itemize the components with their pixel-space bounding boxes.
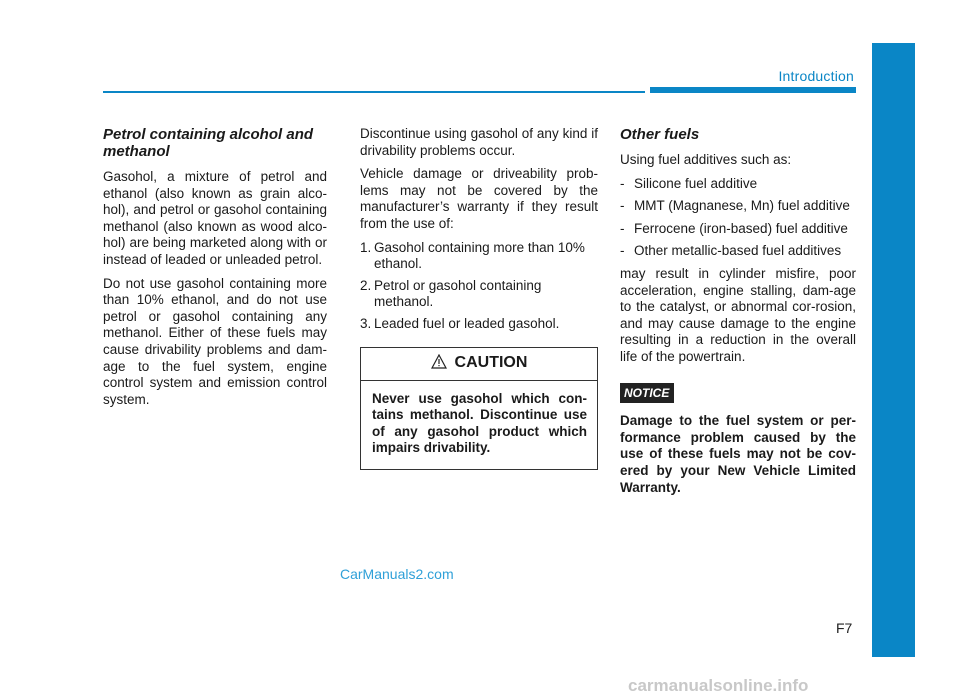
list-text: Silicone fuel additive	[634, 175, 758, 191]
list-item	[360, 316, 598, 333]
column-2	[360, 126, 598, 470]
section-title: Introduction	[778, 68, 854, 84]
list-item: - Ferrocene (iron-based) fuel additive	[620, 220, 848, 236]
header-rule-thick	[650, 87, 856, 93]
list-item: - Other metallic-based fuel additives	[620, 243, 842, 259]
paragraph: Vehicle damage or driveability prob-lems may not be covered by the manufacturer’s warranty if they result from the use of:	[360, 166, 598, 231]
caution-text: Never use gasohol which con-tains methanol. Discontinue use of any gasohol product which impairs drivability.	[372, 390, 587, 456]
list-item: - Silicone fuel additive	[620, 175, 758, 191]
footer-site-watermark: carmanualsonline.info	[628, 676, 809, 695]
list-text: Other metallic-based fuel additives	[634, 243, 842, 259]
list-text: Leaded fuel or leaded gasohol.	[374, 315, 560, 331]
list-text: Petrol or gasohol containing methanol.	[374, 277, 542, 310]
list-number: 3.	[360, 315, 372, 331]
paragraph: Do not use gasohol containing more than 10% ethanol, and do not use petrol or gasohol containing any methanol. Either of these fuels may cause drivability problems and dam-age to the fuel system, engine control system and emission control system.	[103, 275, 327, 407]
caution-title: CAUTION	[454, 354, 528, 372]
list-number: 2.	[360, 277, 372, 293]
list-item	[360, 278, 598, 311]
list-item: - MMT (Magnanese, Mn) fuel additive	[620, 198, 850, 214]
column-3	[620, 126, 856, 496]
warning-triangle-icon	[431, 354, 447, 374]
page-number: F7	[836, 620, 853, 636]
watermark: CarManuals2.com	[340, 566, 454, 582]
heading-petrol-alcohol: Petrol containing alcohol and methanol	[103, 126, 314, 160]
list-item	[360, 240, 598, 273]
paragraph: may result in cylinder misfire, poor acceleration, engine stalling, dam-age to the catalyst, or abnormal cor-rosion, and may cause damage to the engine resulting in a reduction in the overall life of the powertrain.	[620, 265, 856, 364]
notice-text: Damage to the fuel system or per-formance problem caused by the use of these fuels may not be cov-ered by your New Vehicle Limited Warranty.	[620, 413, 856, 495]
header-rule-thin	[103, 91, 645, 93]
list-text: Ferrocene (iron-based) fuel additive	[634, 220, 848, 236]
paragraph: Discontinue using gasohol of any kind if drivability problems occur.	[360, 126, 598, 158]
paragraph: Gasohol, a mixture of petrol and ethanol (also known as grain alco-hol), and petrol or gasohol containing methanol (also known as wood alco-hol) are being marketed along with or instead of leaded or unleaded petrol.	[103, 169, 327, 267]
list-text: Gasohol containing more than 10% ethanol.	[374, 239, 585, 272]
caution-box	[360, 347, 598, 470]
paragraph: Using fuel additives such as:	[620, 152, 792, 167]
caution-header	[361, 348, 597, 381]
column-1	[103, 126, 327, 415]
notice-badge: NOTICE	[620, 383, 674, 404]
chapter-side-tab	[872, 43, 915, 657]
list-text: MMT (Magnanese, Mn) fuel additive	[634, 198, 850, 214]
heading-other-fuels: Other fuels	[620, 126, 700, 143]
list-number: 1.	[360, 239, 372, 255]
